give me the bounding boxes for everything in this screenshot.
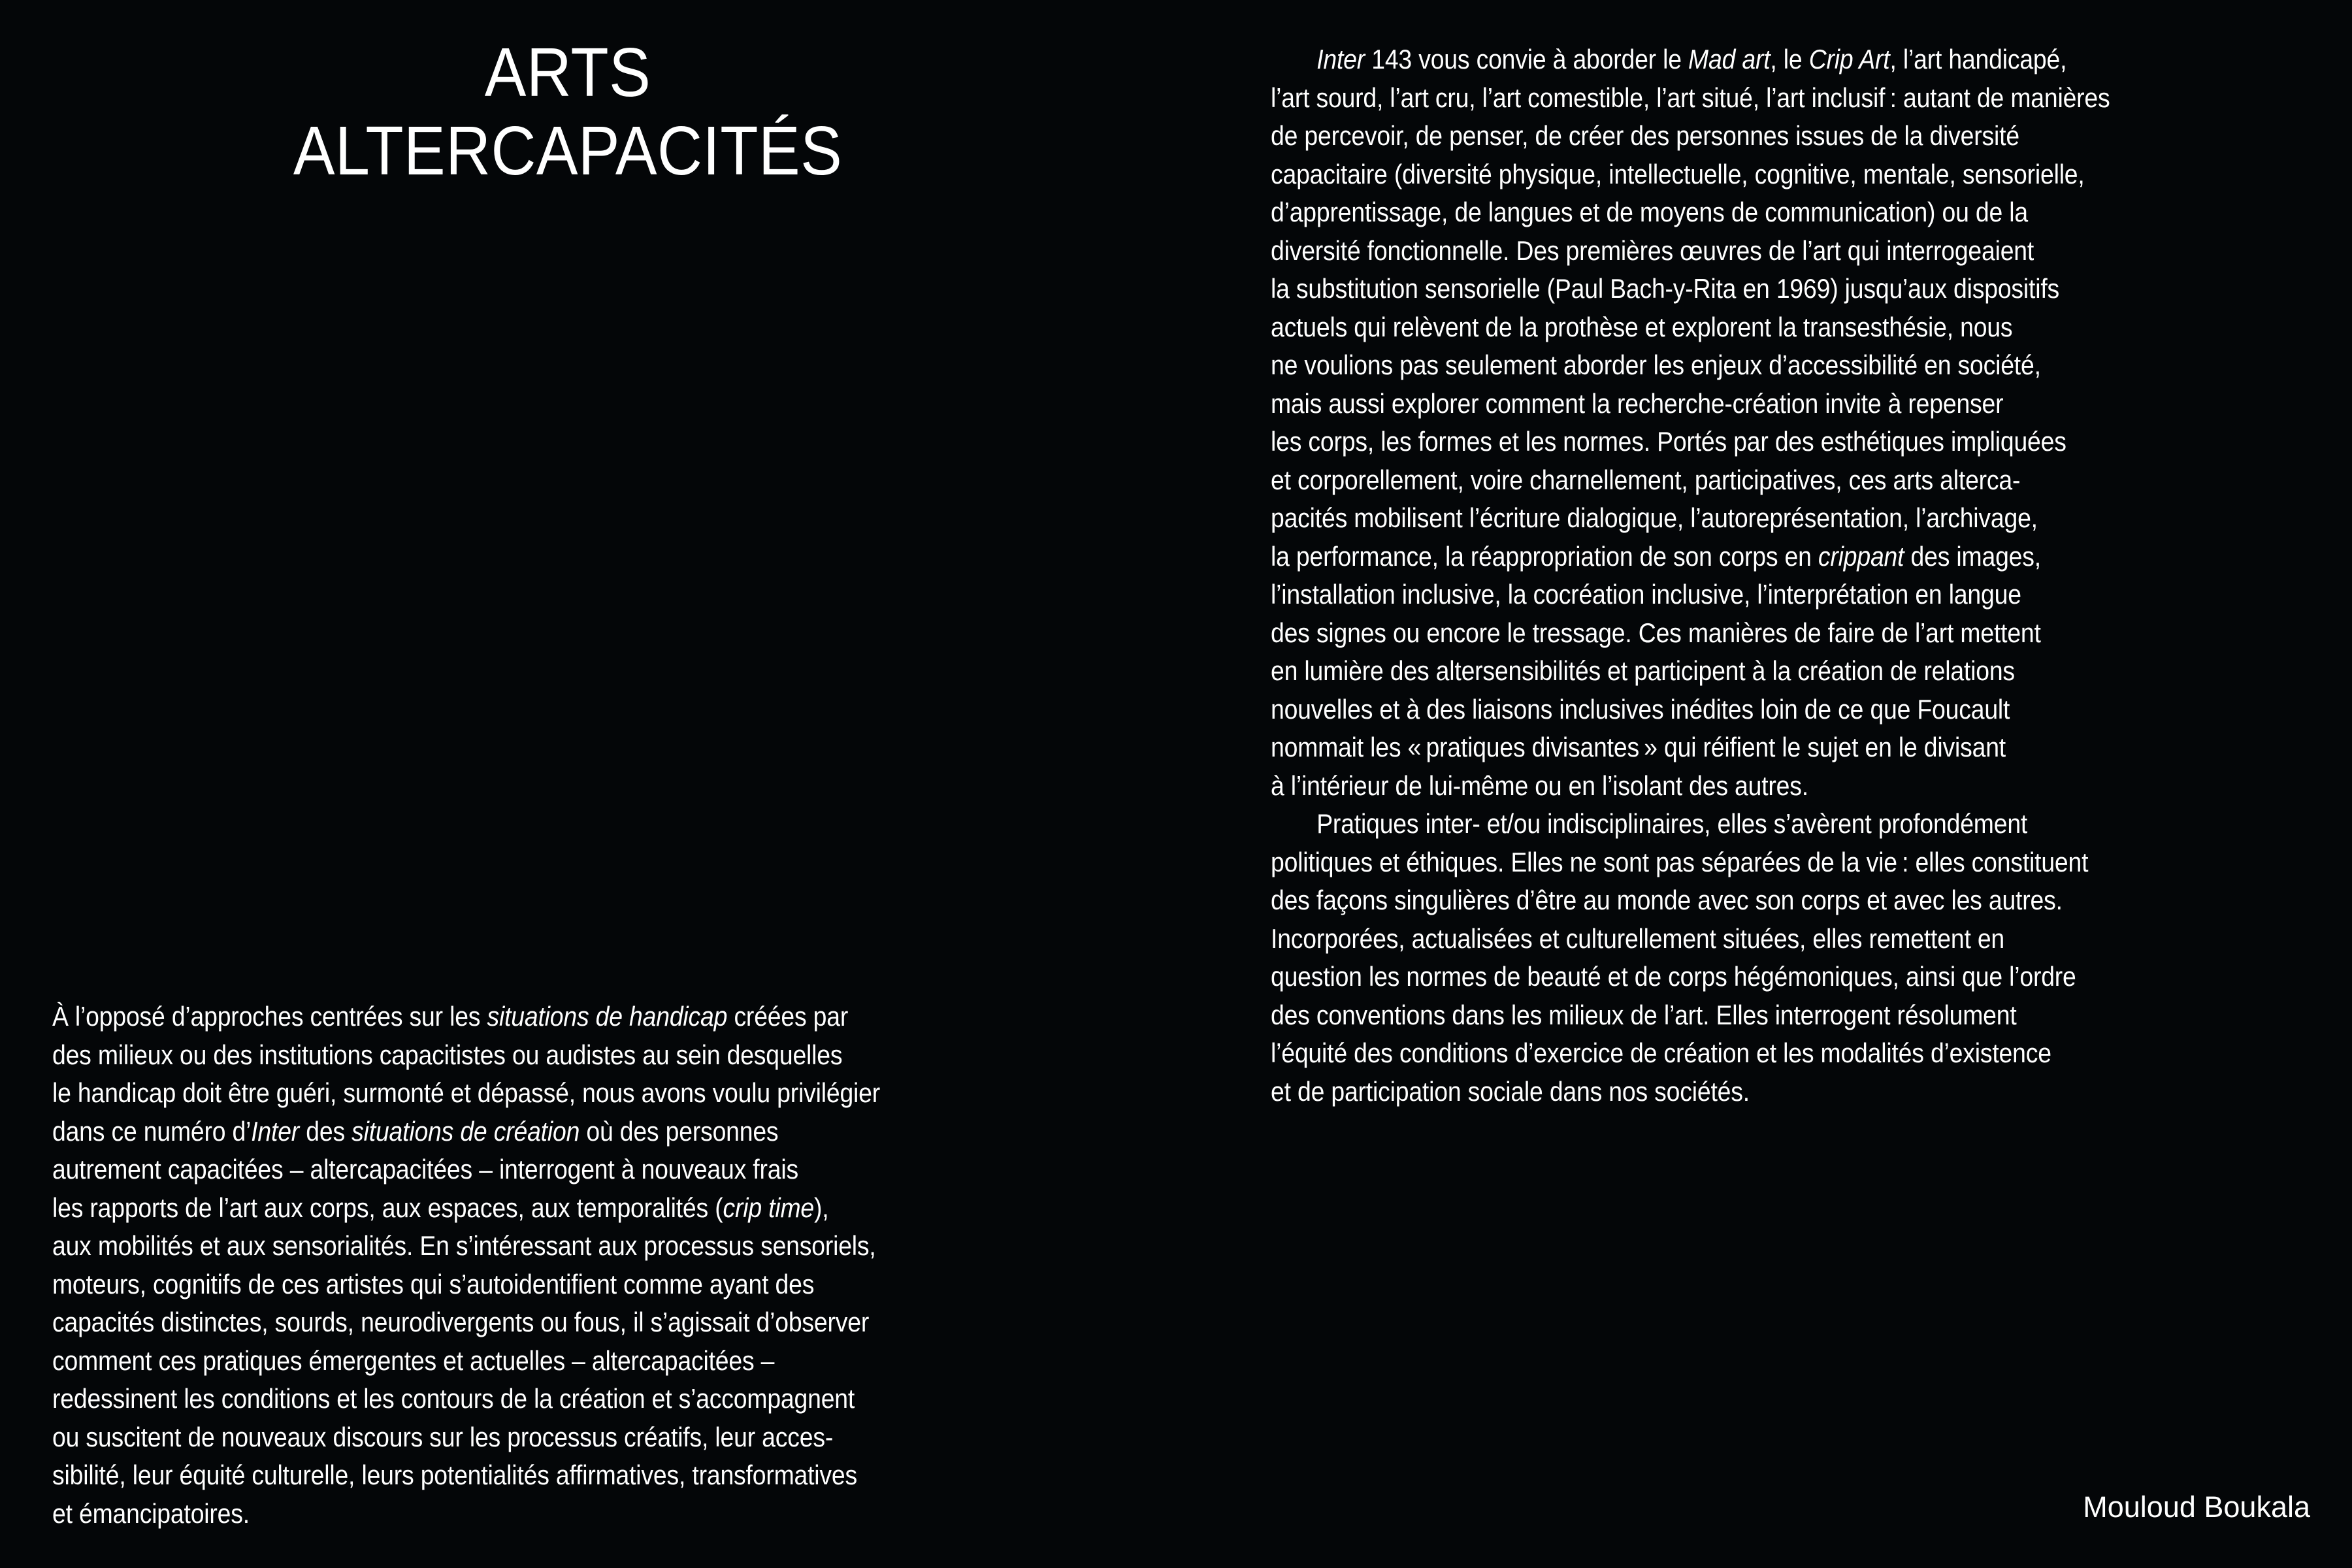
text-line: comment ces pratiques émergentes et actuelles – altercapacitées – — [52, 1345, 775, 1376]
text-line: autrement capacitées – altercapacitées – interrogent à nouveaux frais — [52, 1154, 798, 1184]
text-line: des façons singulières d’être au monde avec son corps et avec les autres. — [1271, 885, 2063, 915]
text-line: À l’opposé d’approches centrées sur les situations de handicap créées par — [52, 1001, 849, 1032]
text-line: la substitution sensorielle (Paul Bach-y-Rita en 1969) jusqu’aux dispositifs — [1271, 273, 2060, 304]
text-line: capacitaire (diversité physique, intellectuelle, cognitive, mentale, sensorielle, — [1271, 158, 2085, 189]
left-column-paragraph — [52, 998, 1087, 1533]
text-line: le handicap doit être guéri, surmonté et dépassé, nous avons voulu privilégier — [52, 1077, 881, 1108]
text-line: des signes ou encore le tressage. Ces manières de faire de l’art mettent — [1271, 617, 2041, 648]
text-line: question les normes de beauté et de corps hégémoniques, ainsi que l’ordre — [1271, 961, 2076, 992]
author-signature: Mouloud Boukala — [2083, 1490, 2310, 1524]
text-line: politiques et éthiques. Elles ne sont pas séparées de la vie : elles constituent — [1271, 846, 2089, 877]
text-line: à l’intérieur de lui-même ou en l’isolant des autres. — [1271, 770, 1808, 801]
text-line: les rapports de l’art aux corps, aux espaces, aux temporalités (crip time), — [52, 1192, 829, 1223]
text-line: dans ce numéro d’Inter des situations de création où des personnes — [52, 1115, 779, 1147]
article-title — [104, 33, 1032, 190]
text-line: et de participation sociale dans nos sociétés. — [1271, 1075, 1750, 1107]
text-line: moteurs, cognitifs de ces artistes qui s’autoidentifient comme ayant des — [52, 1268, 815, 1299]
text-line: actuels qui relèvent de la prothèse et explorent la transesthésie, nous — [1271, 311, 2013, 342]
right-column-text — [1271, 41, 2306, 1111]
text-line: l’équité des conditions d’exercice de création et les modalités d’existence — [1271, 1037, 2051, 1068]
text-line: d’apprentissage, de langues et de moyens de communication) ou de la — [1271, 197, 2028, 227]
text-line: sibilité, leur équité culturelle, leurs potentialités affirmatives, transformatives — [52, 1460, 858, 1490]
text-line: Inter 143 vous convie à aborder le Mad art, le Crip Art, l’art handicapé, — [1316, 44, 2067, 74]
text-line: les corps, les formes et les normes. Portés par des esthétiques impliquées — [1271, 426, 2066, 457]
text-line: mais aussi explorer comment la recherche-création invite à repenser — [1271, 387, 2004, 419]
text-line: diversité fonctionnelle. Des premières œuvres de l’art qui interrogeaient — [1271, 235, 2034, 266]
article-title-line-2: ALTERCAPACITÉS — [293, 112, 843, 189]
text-line: Incorporées, actualisées et culturellement situées, elles remettent en — [1271, 923, 2005, 954]
text-line: l’installation inclusive, la cocréation inclusive, l’interprétation en langue — [1271, 579, 2021, 610]
text-line: la performance, la réappropriation de son corps en crippant des images, — [1271, 540, 2041, 572]
article-title-line-1: ARTS — [484, 34, 651, 111]
text-line: Pratiques inter- et/ou indisciplinaires, elles s’avèrent profondément — [1316, 808, 2028, 839]
text-line: de percevoir, de penser, de créer des personnes issues de la diversité — [1271, 120, 2019, 151]
text-line: nommait les « pratiques divisantes » qui réifient le sujet en le divisant — [1271, 732, 2006, 762]
text-line: redessinent les conditions et les contours de la création et s’accompagnent — [52, 1383, 855, 1414]
text-line: pacités mobilisent l’écriture dialogique, l’autoreprésentation, l’archivage, — [1271, 502, 2038, 533]
text-line: l’art sourd, l’art cru, l’art comestible, l’art situé, l’art inclusif : autant de manières — [1271, 82, 2110, 113]
text-line: ne voulions pas seulement aborder les enjeux d’accessibilité en société, — [1271, 350, 2041, 380]
text-line: et corporellement, voire charnellement, participatives, ces arts alterca- — [1271, 464, 2021, 495]
text-line: aux mobilités et aux sensorialités. En s’intéressant aux processus sensoriels, — [52, 1230, 876, 1261]
text-line: des conventions dans les milieux de l’art. Elles interrogent résolument — [1271, 999, 2017, 1030]
text-line: en lumière des altersensibilités et participent à la création de relations — [1271, 655, 2015, 686]
text-line: des milieux ou des institutions capacitistes ou audistes au sein desquelles — [52, 1039, 843, 1070]
text-line: et émancipatoires. — [52, 1497, 250, 1529]
text-line: capacités distinctes, sourds, neurodivergents ou fous, il s’agissait d’observer — [52, 1307, 870, 1337]
text-line: nouvelles et à des liaisons inclusives inédites loin de ce que Foucault — [1271, 693, 2010, 725]
text-line: ou suscitent de nouveaux discours sur les processus créatifs, leur acces- — [52, 1421, 834, 1452]
